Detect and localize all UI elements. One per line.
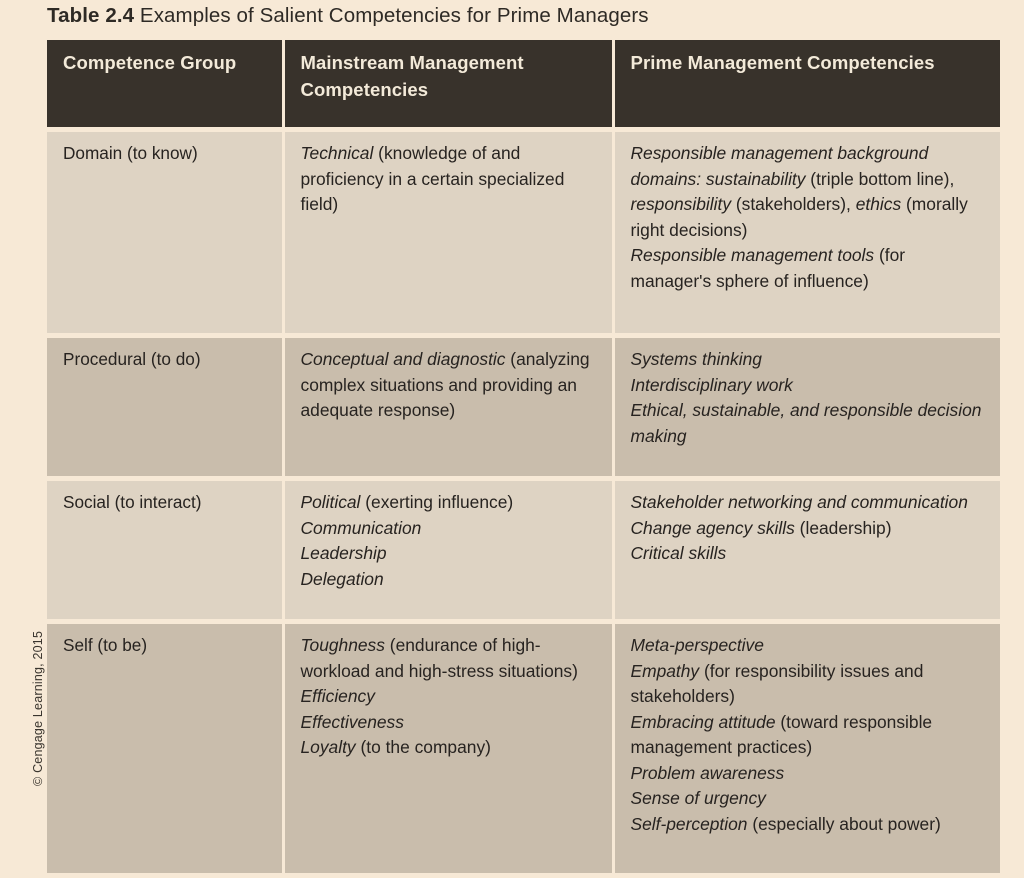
competency-detail: (for responsibility issues and stakeholders) (630, 660, 924, 707)
competency-line (301, 541, 596, 567)
cell-competence-group: Social (to interact) (47, 479, 283, 622)
competency-term: Change agency skills (630, 517, 795, 538)
competency-term: Responsible management background domains: sustainability (630, 143, 929, 189)
competency-line (301, 567, 596, 593)
competency-line (631, 141, 985, 243)
competency-term: Leadership (300, 543, 387, 564)
competency-term: Political (300, 492, 361, 512)
table-body (47, 130, 1000, 876)
cell-mainstream-competencies (283, 479, 613, 622)
competency-detail: (analyzing complex situations and providing an adequate response) (300, 349, 590, 421)
column-header-mainstream-management-competencies: Mainstream Management Competencies (283, 40, 613, 130)
competency-term: Technical (300, 143, 374, 163)
competency-line (631, 347, 985, 373)
competency-detail: (endurance of high-workload and high-stress situations) (300, 635, 578, 681)
competency-line (301, 141, 596, 218)
competency-term: Conceptual and diagnostic (300, 349, 506, 369)
cell-mainstream-competencies (283, 336, 613, 479)
competency-term: Meta-perspective (630, 635, 764, 655)
competency-term: Problem awareness (630, 762, 785, 783)
competency-line (301, 735, 596, 761)
competency-line (631, 398, 985, 449)
table-header (47, 40, 1000, 130)
competency-term: Loyalty (300, 737, 356, 758)
cell-prime-competencies (613, 336, 1000, 479)
competency-line (631, 659, 985, 710)
competency-detail: (especially about power) (747, 814, 941, 835)
copyright-notice: © Cengage Learning, 2015 (31, 630, 45, 786)
table-row (47, 336, 1000, 479)
cell-mainstream-competencies (283, 622, 613, 876)
competency-table (47, 40, 1000, 878)
competency-term: ethics (855, 194, 902, 215)
caption-label: Table 2.4 (47, 4, 135, 27)
competency-line (301, 684, 596, 710)
competency-detail: (stakeholders), (731, 194, 856, 215)
header-row (47, 40, 1000, 130)
competency-line (631, 516, 985, 542)
competency-term: Empathy (630, 660, 700, 681)
table-row (47, 130, 1000, 336)
competency-detail: (to the company) (355, 737, 491, 758)
competency-detail: (triple bottom line), (805, 168, 955, 189)
caption-text: Examples of Salient Competencies for Prime Managers (139, 4, 649, 27)
cell-competence-group: Domain (to know) (47, 130, 283, 336)
competency-term: Responsible management tools (630, 245, 875, 266)
table-row (47, 479, 1000, 622)
competency-detail: (leadership) (794, 517, 892, 538)
table-caption (47, 4, 997, 28)
cell-prime-competencies (613, 622, 1000, 876)
competency-term: Sense of urgency (630, 788, 766, 809)
competency-detail: (morally right decisions) (630, 194, 968, 240)
competency-line (631, 490, 985, 516)
competency-term: Interdisciplinary work (630, 374, 793, 395)
cell-prime-competencies (613, 130, 1000, 336)
competency-line (631, 710, 985, 761)
competency-line (631, 812, 985, 838)
competency-term: Embracing attitude (630, 711, 776, 732)
competency-detail: (for manager's sphere of influence) (630, 245, 906, 291)
competency-line (301, 347, 596, 424)
cell-competence-group: Procedural (to do) (47, 336, 283, 479)
competency-line (631, 373, 985, 399)
competency-term: Delegation (300, 568, 384, 589)
competency-line (631, 243, 985, 294)
competency-detail: (knowledge of and proficiency in a certain specialized field) (300, 143, 565, 215)
competency-term: Effectiveness (300, 711, 404, 732)
competency-term: Efficiency (300, 686, 375, 707)
competency-term: Systems thinking (630, 349, 762, 369)
competency-detail: (toward responsible management practices) (630, 711, 933, 758)
competency-term: responsibility (630, 194, 732, 215)
competency-term: Communication (300, 517, 422, 538)
table-row (47, 622, 1000, 876)
competency-line (631, 541, 985, 567)
competency-line (301, 633, 596, 684)
competency-line (631, 786, 985, 812)
competency-line (631, 633, 985, 659)
competency-term: Self-perception (630, 814, 748, 835)
column-header-prime-management-competencies: Prime Management Competencies (613, 40, 1000, 130)
competency-detail: (exerting influence) (360, 492, 514, 512)
cell-mainstream-competencies (283, 130, 613, 336)
competency-line (301, 516, 596, 542)
competency-term: Critical skills (630, 543, 727, 564)
competency-term: Ethical, sustainable, and responsible decision making (630, 400, 982, 446)
competency-line (301, 710, 596, 736)
cell-competence-group: Self (to be) (47, 622, 283, 876)
column-header-competence-group: Competence Group (47, 40, 283, 130)
competency-term: Toughness (300, 635, 385, 655)
cell-prime-competencies (613, 479, 1000, 622)
competency-line (631, 761, 985, 787)
competency-term: Stakeholder networking and communication (630, 492, 968, 512)
competency-line (301, 490, 596, 516)
